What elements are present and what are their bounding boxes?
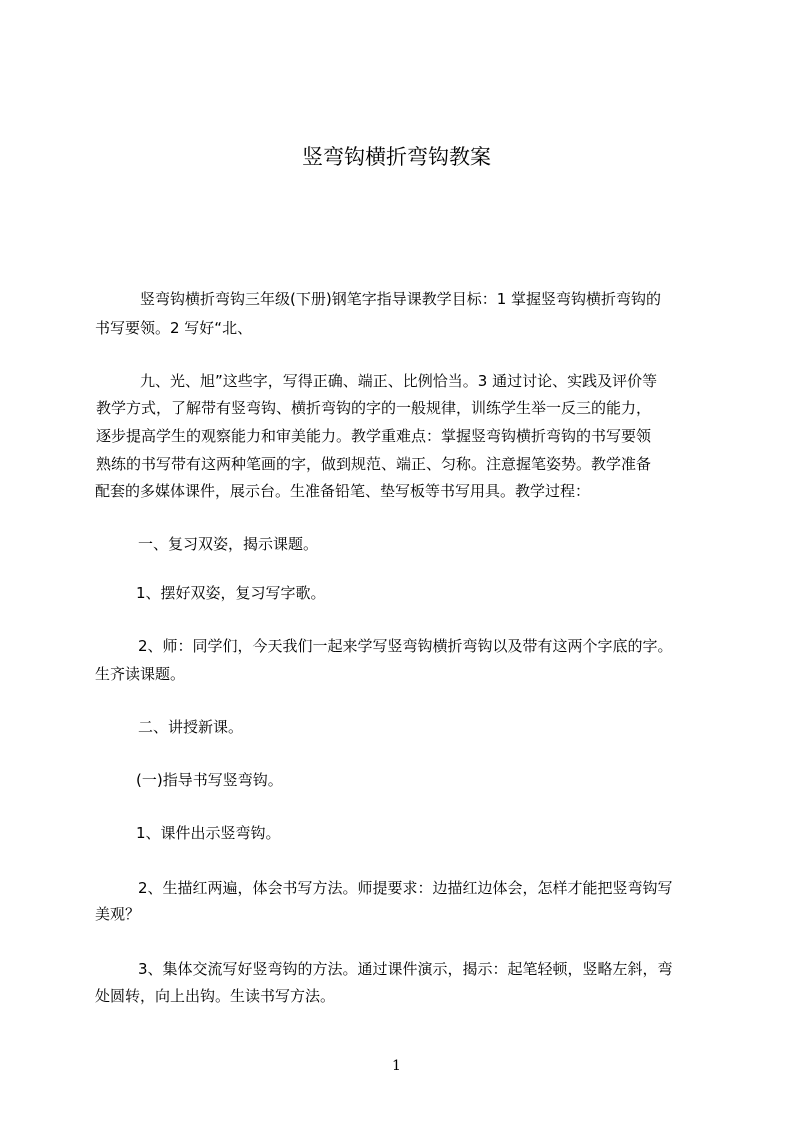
page-number: 1 [392, 1058, 401, 1074]
paragraph-10-line-1: 3、集体交流写好竖弯钩的方法。通过课件演示，揭示：起笔轻顿，竖略左斜，弯 [138, 960, 673, 978]
paragraph-2-line-5: 配套的多媒体课件，展示台。生准备铅笔、垫写板等书写用具。教学过程： [95, 482, 591, 500]
paragraph-2-line-1: 九、光、旭”这些字，写得正确、端正、比例恰当。3 通过讨论、实践及评价等 [140, 372, 658, 390]
subsection-heading-1: (一)指导书写竖弯钩。 [136, 771, 283, 789]
section-heading-1: 一、复习双姿，揭示课题。 [138, 535, 319, 553]
paragraph-9-line-2: 美观？ [95, 905, 141, 923]
paragraph-4-line-1: 1、摆好双姿，复习写字歌。 [136, 584, 326, 602]
paragraph-10-line-2: 处圆转，向上出钩。生读书写方法。 [95, 987, 336, 1005]
section-heading-2: 二、讲授新课。 [138, 718, 244, 736]
document-title: 竖弯钩横折弯钩教案 [302, 145, 491, 169]
paragraph-5-line-1: 2、师：同学们，今天我们一起来学写竖弯钩横折弯钩以及带有这两个字底的字。 [138, 637, 673, 655]
paragraph-5-line-2: 生齐读课题。 [95, 665, 186, 683]
paragraph-9-line-1: 2、生描红两遍，体会书写方法。师提要求：边描红边体会，怎样才能把竖弯钩写 [138, 879, 673, 897]
paragraph-2-line-3: 逐步提高学生的观察能力和审美能力。教学重难点：掌握竖弯钩横折弯钩的书写要领 [96, 427, 652, 445]
paragraph-1-line-2: 书写要领。2 写好“北、 [95, 319, 253, 337]
paragraph-2-line-2: 教学方式，了解带有竖弯钩、横折弯钩的字的一般规律，训练学生举一反三的能力， [96, 399, 652, 417]
paragraph-1-line-1: 竖弯钩横折弯钩三年级(下册)钢笔字指导课教学目标：1 掌握竖弯钩横折弯钩的 [140, 290, 662, 308]
paragraph-8-line-1: 1、课件出示竖弯钩。 [136, 824, 281, 842]
paragraph-2-line-4: 熟练的书写带有这两种笔画的字，做到规范、端正、匀称。注意握笔姿势。教学准备 [96, 455, 652, 473]
